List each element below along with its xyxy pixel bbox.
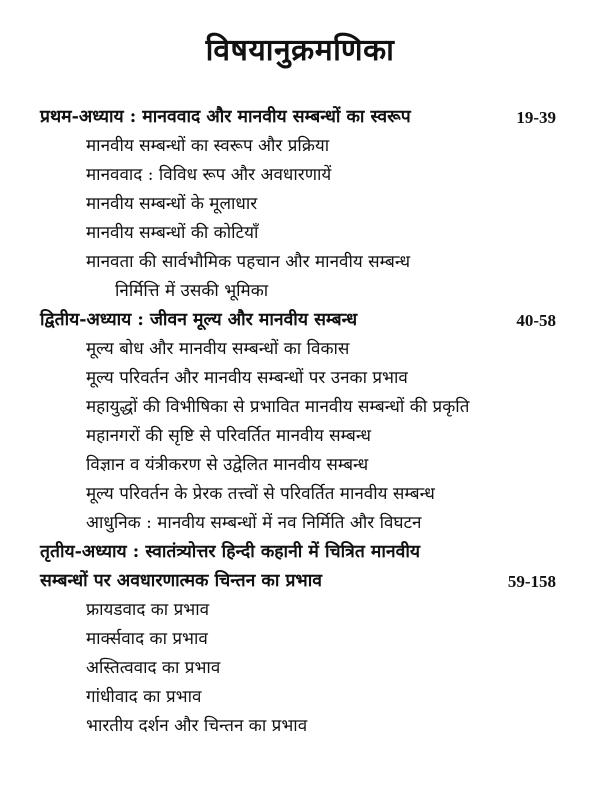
toc-item: मूल्य बोध और मानवीय सम्बन्धों का विकास — [86, 339, 350, 359]
page-title: विषयानुक्रमणिका — [205, 33, 395, 68]
toc-item: मानवता की सार्वभौमिक पहचान और मानवीय सम्बन्ध — [86, 252, 411, 272]
chapter-heading — [0, 538, 600, 567]
toc-item: महायुद्धों की विभीषिका से प्रभावित मानवीय सम्बन्धों की प्रकृति — [86, 397, 470, 417]
toc-item: मूल्य परिवर्तन के प्रेरक तत्त्वों से परिवर्तित मानवीय सम्बन्ध — [86, 484, 435, 504]
toc-item: मानवीय सम्बन्धों का स्वरूप और प्रक्रिया — [86, 136, 330, 156]
toc-item: मूल्य परिवर्तन और मानवीय सम्बन्धों पर उनका प्रभाव — [86, 368, 408, 388]
toc-item: भारतीय दर्शन और चिन्तन का प्रभाव — [86, 716, 308, 736]
chapter-heading — [0, 306, 600, 335]
chapter-title: द्वितीय-अध्याय : जीवन मूल्य और मानवीय सम्बन्ध — [40, 310, 358, 330]
page-range: 19-39 — [516, 108, 556, 127]
toc-item: मानवीय सम्बन्धों के मूलाधार — [86, 194, 258, 214]
toc-item: अस्तित्ववाद का प्रभाव — [86, 658, 221, 678]
toc-item: आधुनिक : मानवीय सम्बन्धों में नव निर्मिति और विघटन — [86, 513, 422, 533]
chapter-title: तृतीय-अध्याय : स्वातंत्र्योत्तर हिन्दी कहानी में चित्रित मानवीय — [40, 542, 421, 562]
page-range: 40-58 — [516, 311, 556, 330]
toc-item-continuation: निर्मित्ति में उसकी भूमिका — [115, 281, 269, 301]
toc-item: महानगरों की सृष्टि से परिवर्तित मानवीय सम्बन्ध — [86, 426, 372, 446]
toc-item: विज्ञान व यंत्रीकरण से उद्वेलित मानवीय सम्बन्ध — [86, 455, 369, 475]
chapter-heading — [0, 103, 600, 132]
chapter-title-line2: सम्बन्धों पर अवधारणात्मक चिन्तन का प्रभाव — [40, 571, 322, 591]
toc-item: मार्क्सवाद का प्रभाव — [86, 629, 208, 649]
chapter-title: प्रथम-अध्याय : मानववाद और मानवीय सम्बन्धों का स्वरूप — [40, 107, 411, 127]
toc-item: गांधीवाद का प्रभाव — [86, 687, 202, 707]
toc-item: मानववाद : विविध रूप और अवधारणायें — [86, 165, 332, 185]
chapter-heading-continuation — [0, 567, 600, 596]
toc-item: मानवीय सम्बन्धों की कोटियाँ — [86, 223, 259, 243]
table-of-contents — [0, 103, 600, 741]
page-range: 59-158 — [507, 572, 556, 591]
toc-item: फ्रायडवाद का प्रभाव — [86, 600, 210, 620]
